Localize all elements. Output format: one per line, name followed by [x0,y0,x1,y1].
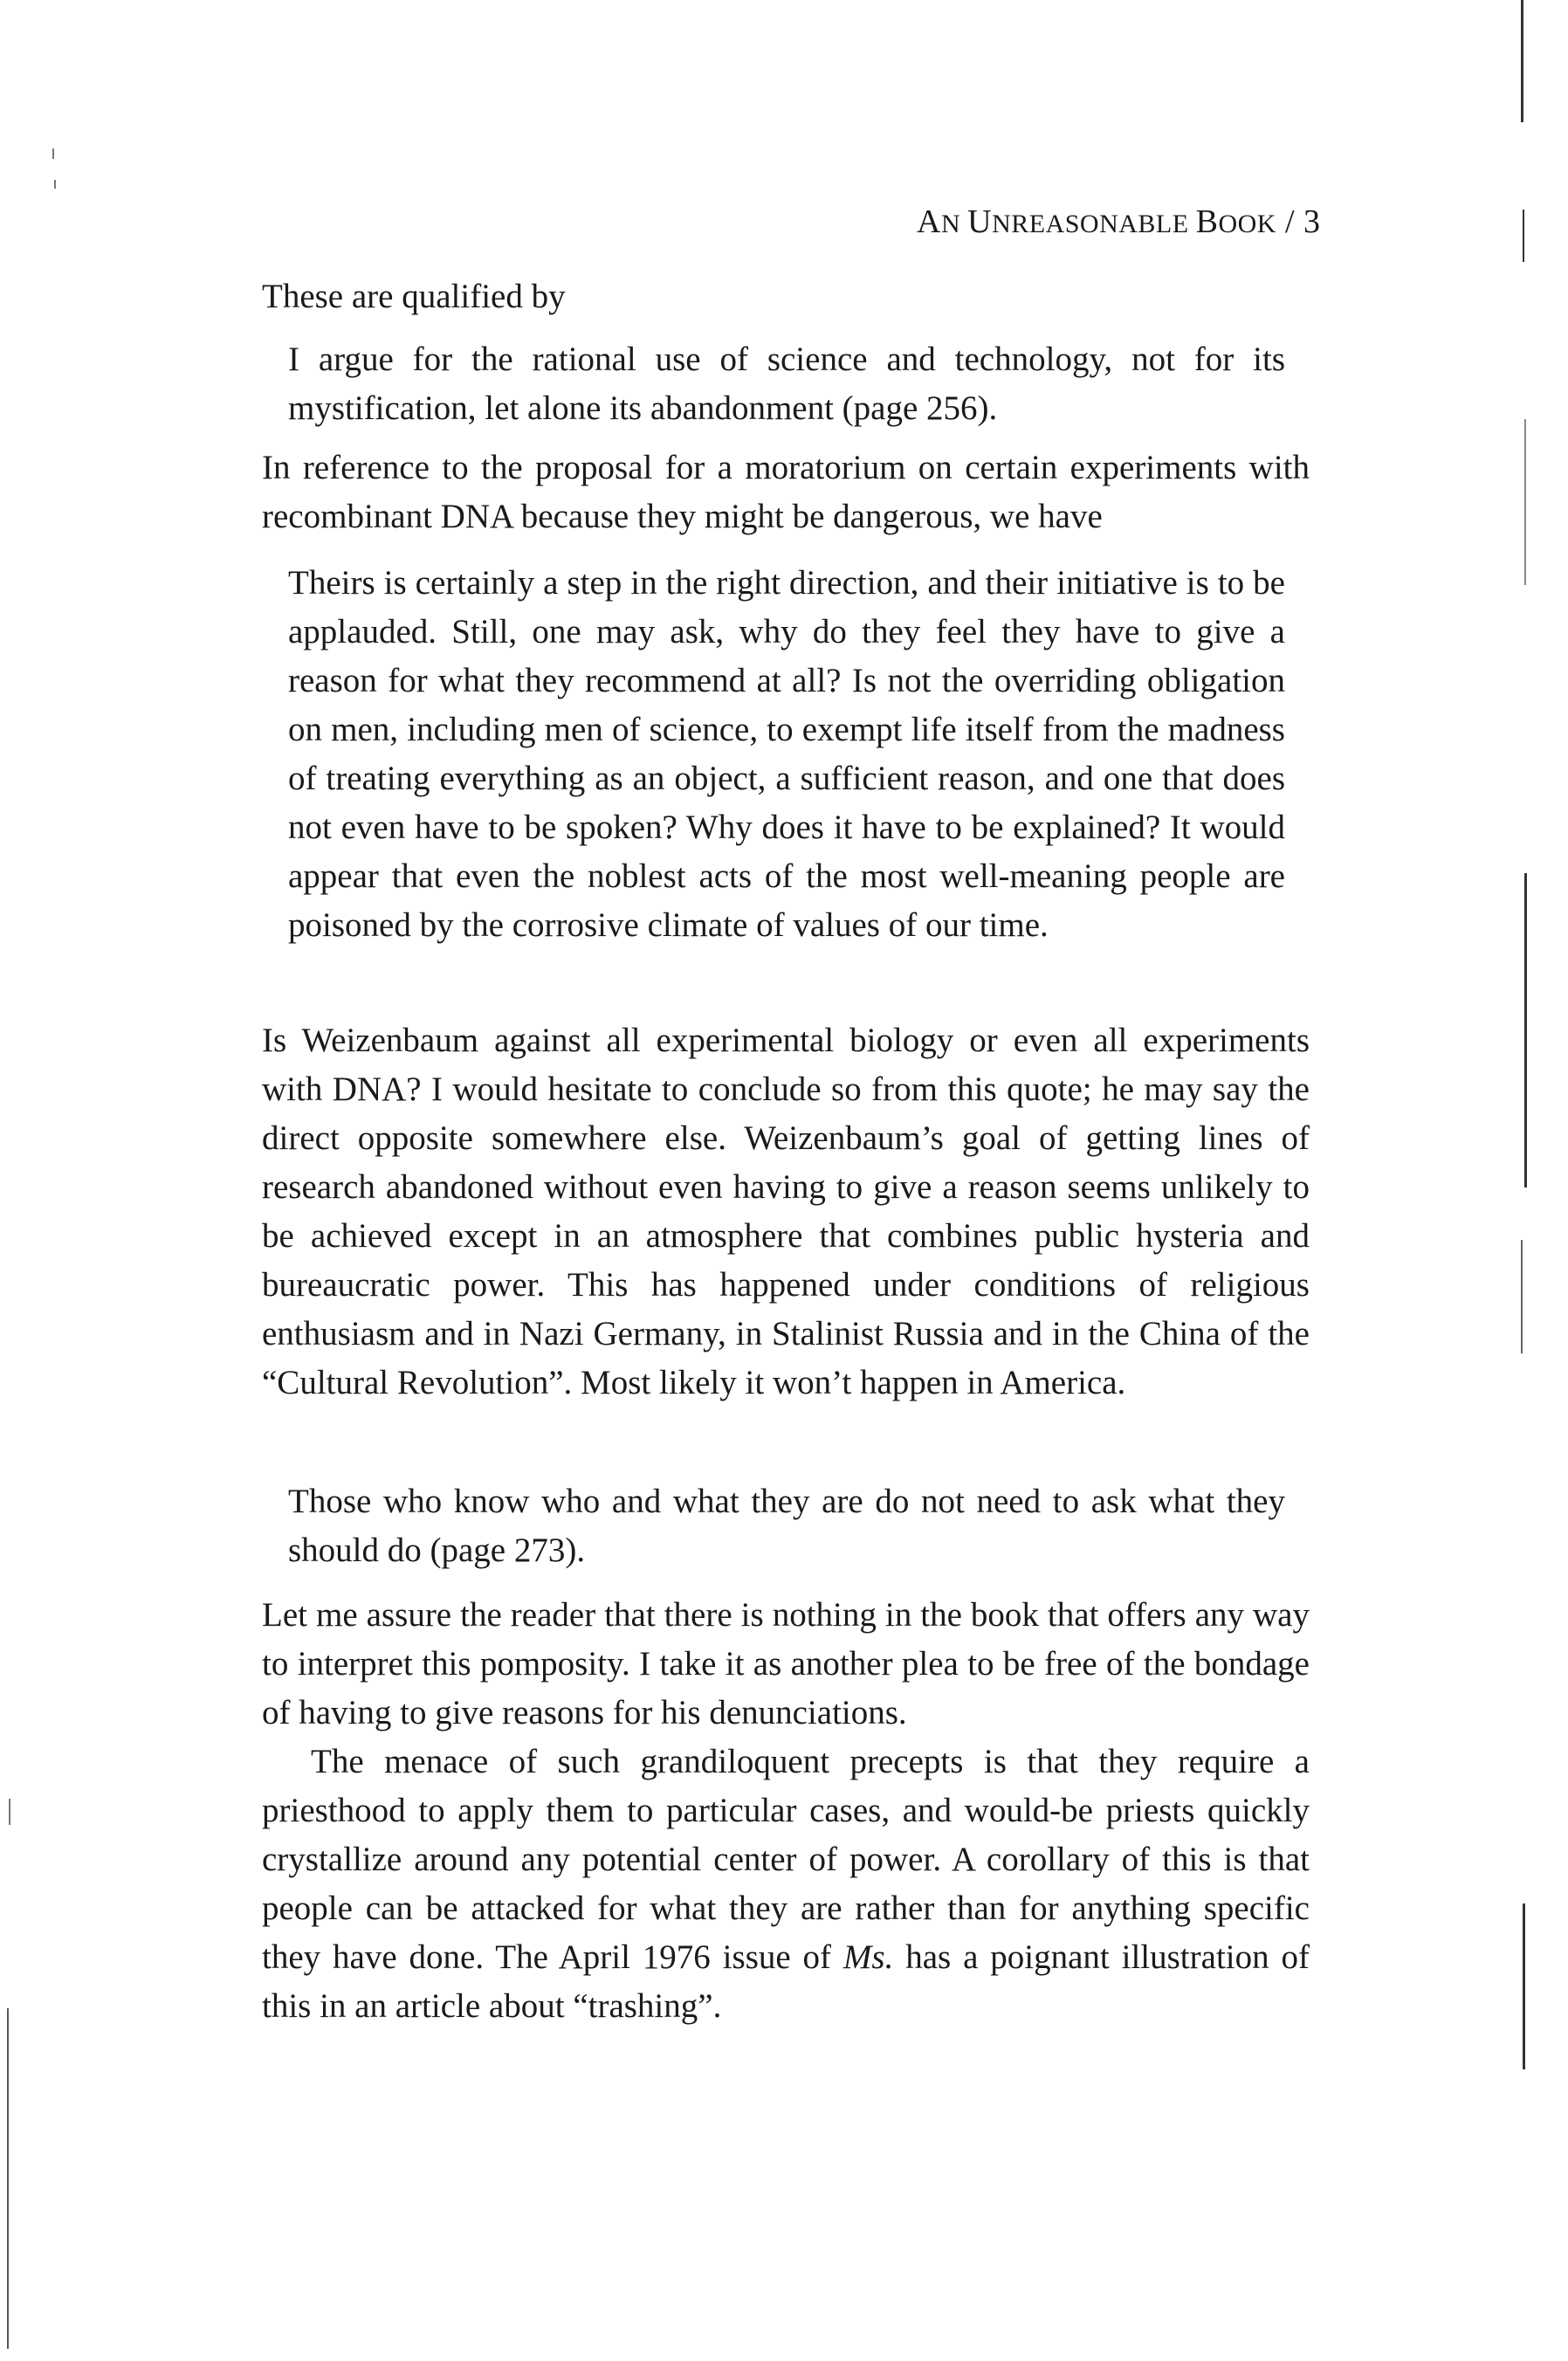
paragraph-weizenbaum: Is Weizenbaum against all experimental biology or even all experiments with DNA? I would hesitate to conclude so from this quote; he may say the direct opposite somewhere else. Weizenbaum’s goal of getting lines of research abandoned without even having to give a reason seems unlikely to be achieved except in an atmosphere that combines public hysteria and bureaucratic power. This has happened under conditions of religious enthusiasm and in Nazi Germany, in Stalinist Russia and in the China of the “Cultural Revolution”. Most likely it won’t happen in America. [262,1022,1310,1401]
scan-edge-right-6 [1523,1903,1525,2069]
scan-edge-right-3 [1524,419,1526,585]
paragraph-moratorium: In reference to the proposal for a moratorium on certain experiments with recombinant DNA because they might be dangerous, we have [262,449,1310,535]
paragraph-menace: The menace of such grandiloquent precepts is that they require a priesthood to apply them to particular cases, and would-be priests quickly crystallize around any potential center of power. A corollary of this is that people can be attacked for what they are rather than for anything specific they have done. The April 1976 issue of Ms. has a poignant illustration of this in an article about “trashing”. [262,1743,1310,2025]
scan-edge-right-2 [1523,210,1524,262]
scan-dot-2 [54,180,56,189]
block-quote-2: Theirs is certainly a step in the right direction, and their initiative is to be applauded. Still, one may ask, why do they feel they have to give a reason for what they recommend at all? Is not the overriding obligation on men, including men of science, to exempt life itself from the madness of treating everything as an object, a sufficient reason, and one that does not even have to be spoken? Why does it have to be explained? It would appear that even the noblest acts of the most well-meaning people are poisoned by the corrosive climate of values of our time. [288,564,1285,944]
block-quote-3: Those who know who and what they are do not need to ask what they should do (page 273). [288,1483,1285,1569]
running-head: AN UNREASONABLE BOOK / 3 [917,203,1321,240]
scan-dot-3 [9,1799,10,1825]
block-quote-1: I argue for the rational use of science and technology, not for its mystification, let alone its abandonment (page 256). [288,341,1285,427]
scan-dot-1 [52,148,54,159]
scan-edge-right-4 [1524,873,1527,1187]
scan-edge-right-1 [1521,0,1523,122]
scan-edge-left-1 [7,2008,9,2349]
paragraph-pomposity: Let me assure the reader that there is nothing in the book that offers any way to interpret this pomposity. I take it as another plea to be free of the bondage of having to give reasons for his denunciations. [262,1596,1310,1731]
paragraph-intro: These are qualified by [262,278,566,315]
scan-edge-right-5 [1521,1240,1523,1353]
